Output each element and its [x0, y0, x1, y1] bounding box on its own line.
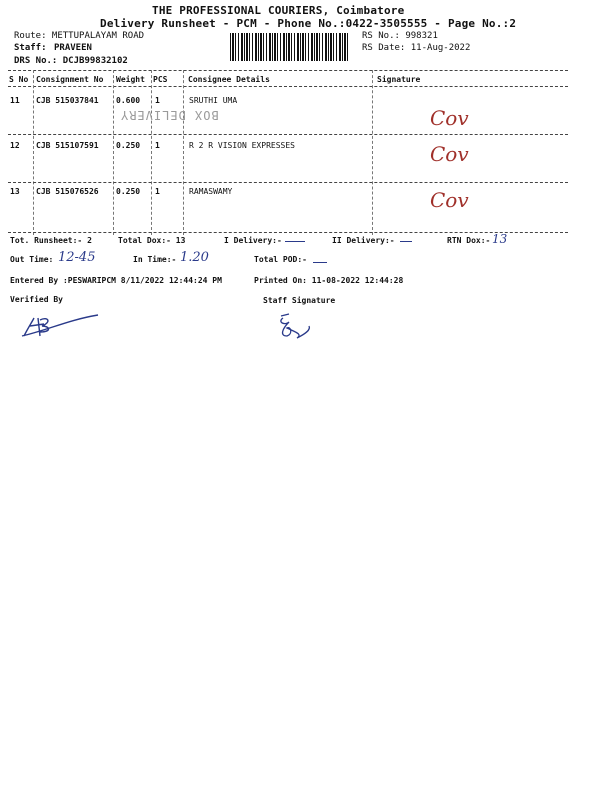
col-header-sno: S No — [9, 75, 29, 84]
row-consignee: R 2 R VISION EXPRESSES — [189, 141, 295, 150]
runsheet-title: Delivery Runsheet - PCM - Phone No.:0422-3505555 - Page No.:2 — [100, 17, 517, 30]
row-consignment: CJB 515037841 — [36, 96, 99, 105]
staff-value: PRAVEEN — [54, 43, 92, 53]
total-dox: Total Dox:- 13 — [118, 236, 186, 245]
table-header-rule — [8, 86, 568, 87]
out-time-hand: 12-45 — [58, 250, 96, 265]
col-header-consignee: Consignee Details — [188, 75, 270, 84]
col-header-signature: Signature — [377, 75, 421, 84]
row-pcs: 1 — [155, 141, 160, 150]
barcode — [230, 33, 350, 61]
row-sno: 12 — [10, 141, 20, 150]
col-divider — [113, 70, 114, 235]
in-time-hand: 1.20 — [180, 250, 209, 265]
staff-signature — [275, 312, 320, 342]
row-weight: 0.600 — [116, 96, 141, 105]
col-header-consignment: Consignment No — [36, 75, 104, 84]
i-delivery-dash — [285, 241, 305, 242]
total-runsheet: Tot. Runsheet:- 2 — [10, 236, 92, 245]
col-header-pcs: PCS — [153, 75, 168, 84]
col-divider — [372, 70, 373, 235]
total-pod-label: Total POD:- — [254, 255, 307, 264]
rs-number: RS No.: 998321 — [362, 31, 438, 41]
row-consignee: SRUTHI UMA — [189, 96, 238, 105]
box-delivery-stamp: BOX DELIVERY — [120, 108, 219, 122]
rs-date: RS Date: 11-Aug-2022 — [362, 43, 471, 53]
row-consignee: RAMASWAMY — [189, 187, 233, 196]
row-rule — [8, 182, 568, 183]
in-time-label: In Time:- — [133, 255, 177, 264]
staff-label: Staff: — [14, 43, 47, 53]
col-divider — [33, 70, 34, 235]
company-title: THE PROFESSIONAL COURIERS, Coimbatore — [152, 4, 405, 17]
out-time-label: Out Time: — [10, 255, 54, 264]
ii-delivery-dash — [400, 241, 412, 242]
total-pod-dash — [313, 262, 327, 263]
row-signature: Cov — [430, 142, 469, 166]
ii-delivery: II Delivery:- — [332, 236, 395, 245]
rtn-dox-hand: 13 — [492, 232, 508, 246]
rtn-dox: RTN Dox:- — [447, 236, 491, 245]
route-text: Route: METTUPALAYAM ROAD — [14, 31, 145, 41]
row-consignment: CJB 515107591 — [36, 141, 99, 150]
col-header-weight: Weight — [116, 75, 145, 84]
row-consignment: CJB 515076526 — [36, 187, 99, 196]
verifier-signature — [18, 310, 103, 342]
row-weight: 0.250 — [116, 187, 141, 196]
staff-signature-label: Staff Signature — [263, 296, 336, 305]
i-delivery: I Delivery:- — [224, 236, 282, 245]
table-bottom-rule — [8, 232, 568, 233]
row-pcs: 1 — [155, 96, 160, 105]
entered-by: Entered By :PESWARIPCM 8/11/2022 12:44:24 PM — [10, 276, 222, 285]
printed-on: Printed On: 11-08-2022 12:44:28 — [254, 276, 404, 285]
col-divider — [183, 70, 184, 235]
drs-number: DRS No.: DCJB99832102 — [14, 56, 128, 66]
row-signature: Cov — [430, 188, 469, 212]
row-rule — [8, 134, 568, 135]
row-sno: 11 — [10, 96, 20, 105]
row-sno: 13 — [10, 187, 20, 196]
row-signature: Cov — [430, 106, 469, 130]
row-weight: 0.250 — [116, 141, 141, 150]
verified-by-label: Verified By — [10, 295, 63, 304]
col-divider — [151, 70, 152, 235]
row-pcs: 1 — [155, 187, 160, 196]
table-top-rule — [8, 70, 568, 71]
